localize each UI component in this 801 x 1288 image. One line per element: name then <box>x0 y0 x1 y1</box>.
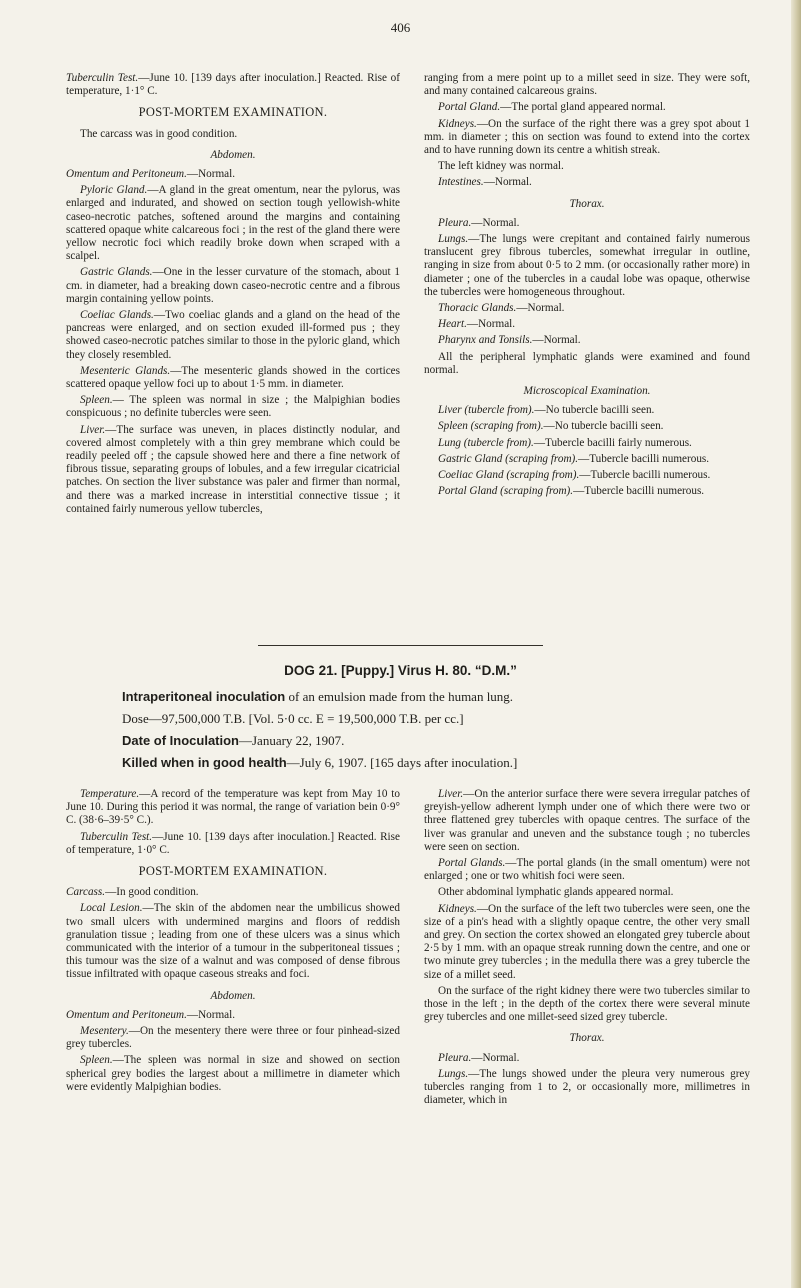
other-abdominal-text: Other abdominal lymphatic glands appeared normal. <box>438 886 674 899</box>
page-edge <box>791 0 801 1288</box>
liver-text: —The surface was uneven, in places distinctly nodular, and covered almost completely with a thin grey membrane which could be readily peeled off ; the capsule showed here and there a fine network of fibrous tissue, separating groups of lobules, and a few irregular cicatricial patches. On section the liver substance was paler and firmer than normal, and there was a marked increase in interstitial connective tissue ; it contained fairly numerous yellow tubercles, <box>66 423 400 515</box>
inoculation-line-1 <box>122 689 782 705</box>
micro-liver-label: Liver (tubercle from). <box>438 404 535 417</box>
micro-spleen-label: Spleen (scraping from). <box>438 420 544 433</box>
pleura-label-2: Pleura. <box>438 1051 472 1064</box>
killed-label: Killed when in good health <box>122 755 287 770</box>
killed-date: —July 6, 1907. [165 days after inoculation.] <box>286 755 518 770</box>
spleen-label-2: Spleen. <box>80 1054 113 1067</box>
portal-glands-text: —The portal glands (in the small omentum) were not enlarged ; one or two whitish foci were seen. <box>424 857 751 883</box>
section-divider <box>258 645 543 646</box>
inoculation-route: Intraperitoneal inoculation <box>122 689 286 704</box>
omentum-label-2: Omentum and Peritoneum. <box>66 1008 187 1021</box>
mesenteric-label: Mesenteric Glands. <box>80 364 171 377</box>
liver-text-2: —On the anterior surface there were severa irregular patches of greyish-yellow adherent lymph under one of which there were two or three flattened grey tubercles with opaque centres. The surface of the liver was granular and uneven and the substance tough ; no tubercles were seen on section. <box>424 788 750 853</box>
thoracic-text: —Normal. <box>516 302 565 315</box>
kidneys-label: Kidneys. <box>438 117 477 130</box>
intestines-text: —Normal. <box>483 176 532 189</box>
pleura-label: Pleura. <box>438 216 472 229</box>
portal-text: —The portal gland appeared normal. <box>500 101 666 114</box>
omentum-text-2: —Normal. <box>186 1008 236 1021</box>
post-mortem-heading-2: POST-MORTEM EXAMINATION. <box>138 864 328 879</box>
inoculation-line-3 <box>122 733 782 749</box>
pharynx-label: Pharynx and Tonsils. <box>438 334 533 347</box>
carcass-text: The carcass was in good condition. <box>80 127 238 140</box>
liver-label: Liver. <box>80 423 106 436</box>
spleen-text: — The spleen was normal in size ; the Malpighian bodies conspicuous ; no definite tubercles were seen. <box>66 394 400 420</box>
micro-coeliac-text: —Tubercle bacilli numerous. <box>579 469 711 482</box>
kidneys-text: —On the surface of the right there was a grey spot about 1 mm. in diameter ; this on section was found to extend into the cortex and to have running down its centre a whitish streak. <box>424 117 750 157</box>
tuberculin-label-2: Tuberculin Test. <box>80 830 153 843</box>
spleen-label: Spleen. <box>80 394 113 407</box>
dog-header: DOG 21. [Puppy.] Virus H. 80. “D.M.” <box>284 663 517 678</box>
liver-continuation: ranging from a mere point up to a millet seed in size. They were soft, and many contained calcareous grains. <box>424 72 750 98</box>
pyloric-text: —A gland in the great omentum, near the pylorus, was enlarged and indurated, and showed on section tough yellowish-white caseo-necrotic patches, softened around the margins and containing scattered opaque white calcareous foci ; in the rest of the gland there were yellow necrotic foci which readily broke down when scraped with a scalpel. <box>66 184 400 263</box>
page-number: 406 <box>390 20 411 35</box>
micro-coeliac-label: Coeliac Gland (scraping from). <box>438 469 580 482</box>
abdomen-heading: Abdomen. <box>210 148 256 161</box>
portal-label: Portal Gland. <box>438 101 501 114</box>
carcass-label-2: Carcass. <box>66 886 106 899</box>
abdomen-heading-2: Abdomen. <box>210 989 256 1002</box>
pleura-text: —Normal. <box>471 216 520 229</box>
micro-gastric-text: —Tubercle bacilli numerous. <box>578 452 710 465</box>
carcass-text-2: —In good condition. <box>105 886 199 899</box>
coeliac-label: Coeliac Glands. <box>80 309 154 322</box>
micro-lung-text: —Tubercle bacilli fairly numerous. <box>533 436 692 449</box>
micro-spleen-text: —No tubercle bacilli seen. <box>543 420 664 433</box>
top-left-column <box>66 72 400 519</box>
spleen-text-2: —The spleen was normal in size and showed on section spherical grey bodies the largest about a millimetre in diameter which were evidently Malpighian bodies. <box>66 1054 400 1093</box>
kidneys-label-2: Kidneys. <box>438 902 477 915</box>
micro-liver-text: —No tubercle bacilli seen. <box>534 404 655 417</box>
omentum-label: Omentum and Peritoneum. <box>66 168 187 181</box>
inoculation-line-4 <box>122 755 782 771</box>
bottom-left-column <box>66 788 400 1097</box>
pyloric-label: Pyloric Gland. <box>80 184 148 197</box>
micro-gastric-label: Gastric Gland (scraping from). <box>438 452 579 465</box>
inoculation-date-label: Date of Inoculation <box>122 733 239 748</box>
tuberculin-text-2: —June 10. [139 days after inoculation.] Reacted. Rise of temperature, 1·0° C. <box>66 830 400 856</box>
thorax-heading: Thorax. <box>569 197 605 210</box>
thorax-heading-2: Thorax. <box>569 1032 605 1045</box>
thoracic-label: Thoracic Glands. <box>438 302 517 315</box>
inoculation-description: of an emulsion made from the human lung. <box>285 689 514 704</box>
right-kidney-text: On the surface of the right kidney there were two tubercles similar to those in the left ; in the depth of the cortex there were several minute grey tubercles and one millet-seed sized grey tubercle. <box>424 984 750 1024</box>
micro-portal-label: Portal Gland (scraping from). <box>438 485 574 498</box>
inoculation-date: —January 22, 1907. <box>239 733 345 748</box>
liver-label-2: Liver. <box>438 788 464 800</box>
gastric-text: —One in the lesser curvature of the stomach, about 1 cm. in diameter, had a breaking down caseo-necrotic centre and a fibrous margin containing yellow points. <box>66 266 401 305</box>
omentum-text: —Normal. <box>186 168 236 181</box>
lungs-label: Lungs. <box>438 233 469 246</box>
mesentery-label: Mesentery. <box>80 1025 129 1038</box>
mesenteric-text: —The mesenteric glands showed in the cortices scattered opaque yellow foci up to about 1·5 mm. in diameter. <box>66 364 400 391</box>
local-lesion-label: Local Lesion. <box>80 902 143 915</box>
lungs-text-2: —The lungs showed under the pleura very numerous grey tubercles ranging from 1 to 2, or occasionally more, millimetres in diameter, which in <box>424 1067 750 1107</box>
top-right-column <box>424 72 750 501</box>
peripheral-text: All the peripheral lymphatic glands were examined and found normal. <box>424 350 750 376</box>
tuberculin-test-text: —June 10. [139 days after inoculation.] Reacted. Rise of temperature, 1·1° C. <box>66 72 400 98</box>
micro-portal-text: —Tubercle bacilli numerous. <box>573 485 705 498</box>
micro-lung-label: Lung (tubercle from). <box>438 436 534 449</box>
left-kidney-text: The left kidney was normal. <box>438 160 564 173</box>
temperature-text: —A record of the temperature was kept from May 10 to June 10. During this period it was normal, the range of variation bein 0·9° C. (38·6–39·5° C.). <box>66 788 400 827</box>
bottom-right-column <box>424 788 750 1110</box>
heart-label: Heart. <box>438 318 467 331</box>
gastric-label: Gastric Glands. <box>80 266 153 279</box>
lungs-text: —The lungs were crepitant and contained fairly numerous translucent grey fibrous tubercles, somewhat irregular in outline, ranging in size from about 0·5 to 2 mm. (or occasionally rather more) in diameter ; one of the tubercles in a caudal lobe was opaque, otherwise the tubercles were homogeneous throughout. <box>424 233 750 298</box>
pleura-text-2: —Normal. <box>471 1051 520 1064</box>
intestines-label: Intestines. <box>438 176 484 189</box>
lungs-label-2: Lungs. <box>438 1067 469 1080</box>
temperature-label: Temperature. <box>80 788 140 800</box>
heart-text: —Normal. <box>466 318 516 331</box>
coeliac-text: —Two coeliac glands and a gland on the head of the pancreas were enlarged, and on section exuded ill-formed pus ; they showed caseo-necrotic patches similar to those in the pyloric gland, which they closely resembled. <box>66 309 400 361</box>
mesentery-text: —On the mesentery there were three or four pinhead-sized grey tubercles. <box>66 1025 400 1051</box>
portal-glands-label: Portal Glands. <box>438 857 506 870</box>
inoculation-dose: Dose—97,500,000 T.B. [Vol. 5·0 cc. E = 19,500,000 T.B. per cc.] <box>122 711 464 726</box>
local-lesion-text: —The skin of the abdomen near the umbilicus showed two small ulcers with undermined margins and floors of reddish granulation tissue ; leading from one of these ulcers was a sinus which communicated with the interior of a tumour in the subperitoneal tissues ; this tumour was the size of a walnut and was composed of dense fibrous tissue infiltrated with opaque caseous streaks and foci. <box>66 902 400 981</box>
tuberculin-test-label: Tuberculin Test. <box>66 72 139 84</box>
kidneys-text-2: —On the surface of the left two tubercles were seen, one the size of a pin's head with a slightly opaque centre, the other very small and grey. On section the cortex showed an elongated grey tubercle about 2·5 by 1 mm. with an opaque streak running down the centre, and one or two minute grey tubercles ; in the medulla there was a grey tubercle the size of a millet seed. <box>424 902 750 981</box>
microscopical-heading: Microscopical Examination. <box>523 385 651 398</box>
post-mortem-heading: POST-MORTEM EXAMINATION. <box>138 105 328 120</box>
pharynx-text: —Normal. <box>532 334 581 347</box>
